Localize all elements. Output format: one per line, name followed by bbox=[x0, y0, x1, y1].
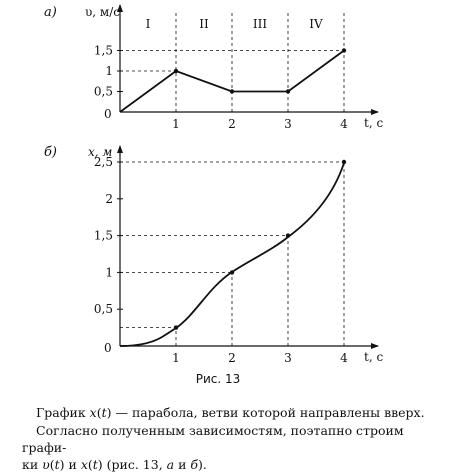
velocity-point bbox=[230, 89, 234, 93]
x-axis-label: x, м bbox=[88, 145, 113, 159]
panel-label-a: а) bbox=[44, 5, 57, 20]
coordinate-graph bbox=[44, 145, 383, 365]
coordinate-point bbox=[230, 270, 234, 274]
t-axis-label-a: t, с bbox=[364, 116, 384, 130]
x-tick-label-b: 4 bbox=[340, 351, 348, 365]
section-label-3: III bbox=[252, 17, 268, 31]
velocity-point bbox=[286, 89, 290, 93]
x-tick-label-b: 2 bbox=[228, 351, 236, 365]
coordinate-point bbox=[342, 160, 346, 164]
y-tick-label-a: 1 bbox=[105, 64, 113, 78]
section-label-2: II bbox=[199, 17, 209, 31]
x-tick-label-a: 2 bbox=[228, 117, 236, 131]
paragraph-2: Согласно полученным зависимостям, поэтапно строим графи- ки υ(t) и x(t) (рис. 13, а и б). bbox=[22, 423, 404, 472]
x-tick-label-b: 3 bbox=[284, 351, 292, 365]
x-tick-label-b: 1 bbox=[172, 351, 180, 365]
t-axis-label-b: t, с bbox=[364, 350, 384, 364]
y-tick-label-b: 1,5 bbox=[93, 228, 113, 243]
velocity-graph bbox=[44, 5, 383, 131]
x-tick-label-a: 4 bbox=[340, 117, 348, 131]
parabolic-coordinate-curve bbox=[120, 163, 344, 346]
y-tick-label-b: 0,5 bbox=[93, 302, 113, 317]
x-tick-label-a: 3 bbox=[284, 117, 292, 131]
velocity-point bbox=[342, 48, 346, 52]
y-tick-label-b: 2,5 bbox=[93, 155, 113, 169]
y-tick-label-a: 0,5 bbox=[93, 84, 113, 99]
figure-caption: Рис. 13 bbox=[195, 372, 241, 386]
v-axis-label: υ, м/с bbox=[85, 5, 121, 19]
y-tick-label-b: 1 bbox=[105, 265, 113, 280]
velocity-point bbox=[174, 69, 178, 73]
coordinate-point bbox=[174, 325, 178, 329]
section-label-4: IV bbox=[309, 17, 323, 31]
paragraph-1: График x(t) — парабола, ветви которой направлены вверх. bbox=[36, 405, 425, 420]
y-tick-label-a: 1,5 bbox=[93, 43, 113, 58]
origin-label-a: 0 bbox=[104, 107, 112, 121]
coordinate-point bbox=[286, 233, 290, 237]
panel-label-b: б) bbox=[44, 145, 58, 160]
origin-label-b: 0 bbox=[104, 341, 112, 355]
section-label-1: I bbox=[145, 17, 151, 31]
x-tick-label-a: 1 bbox=[172, 117, 180, 131]
y-tick-label-b: 2 bbox=[105, 191, 113, 206]
